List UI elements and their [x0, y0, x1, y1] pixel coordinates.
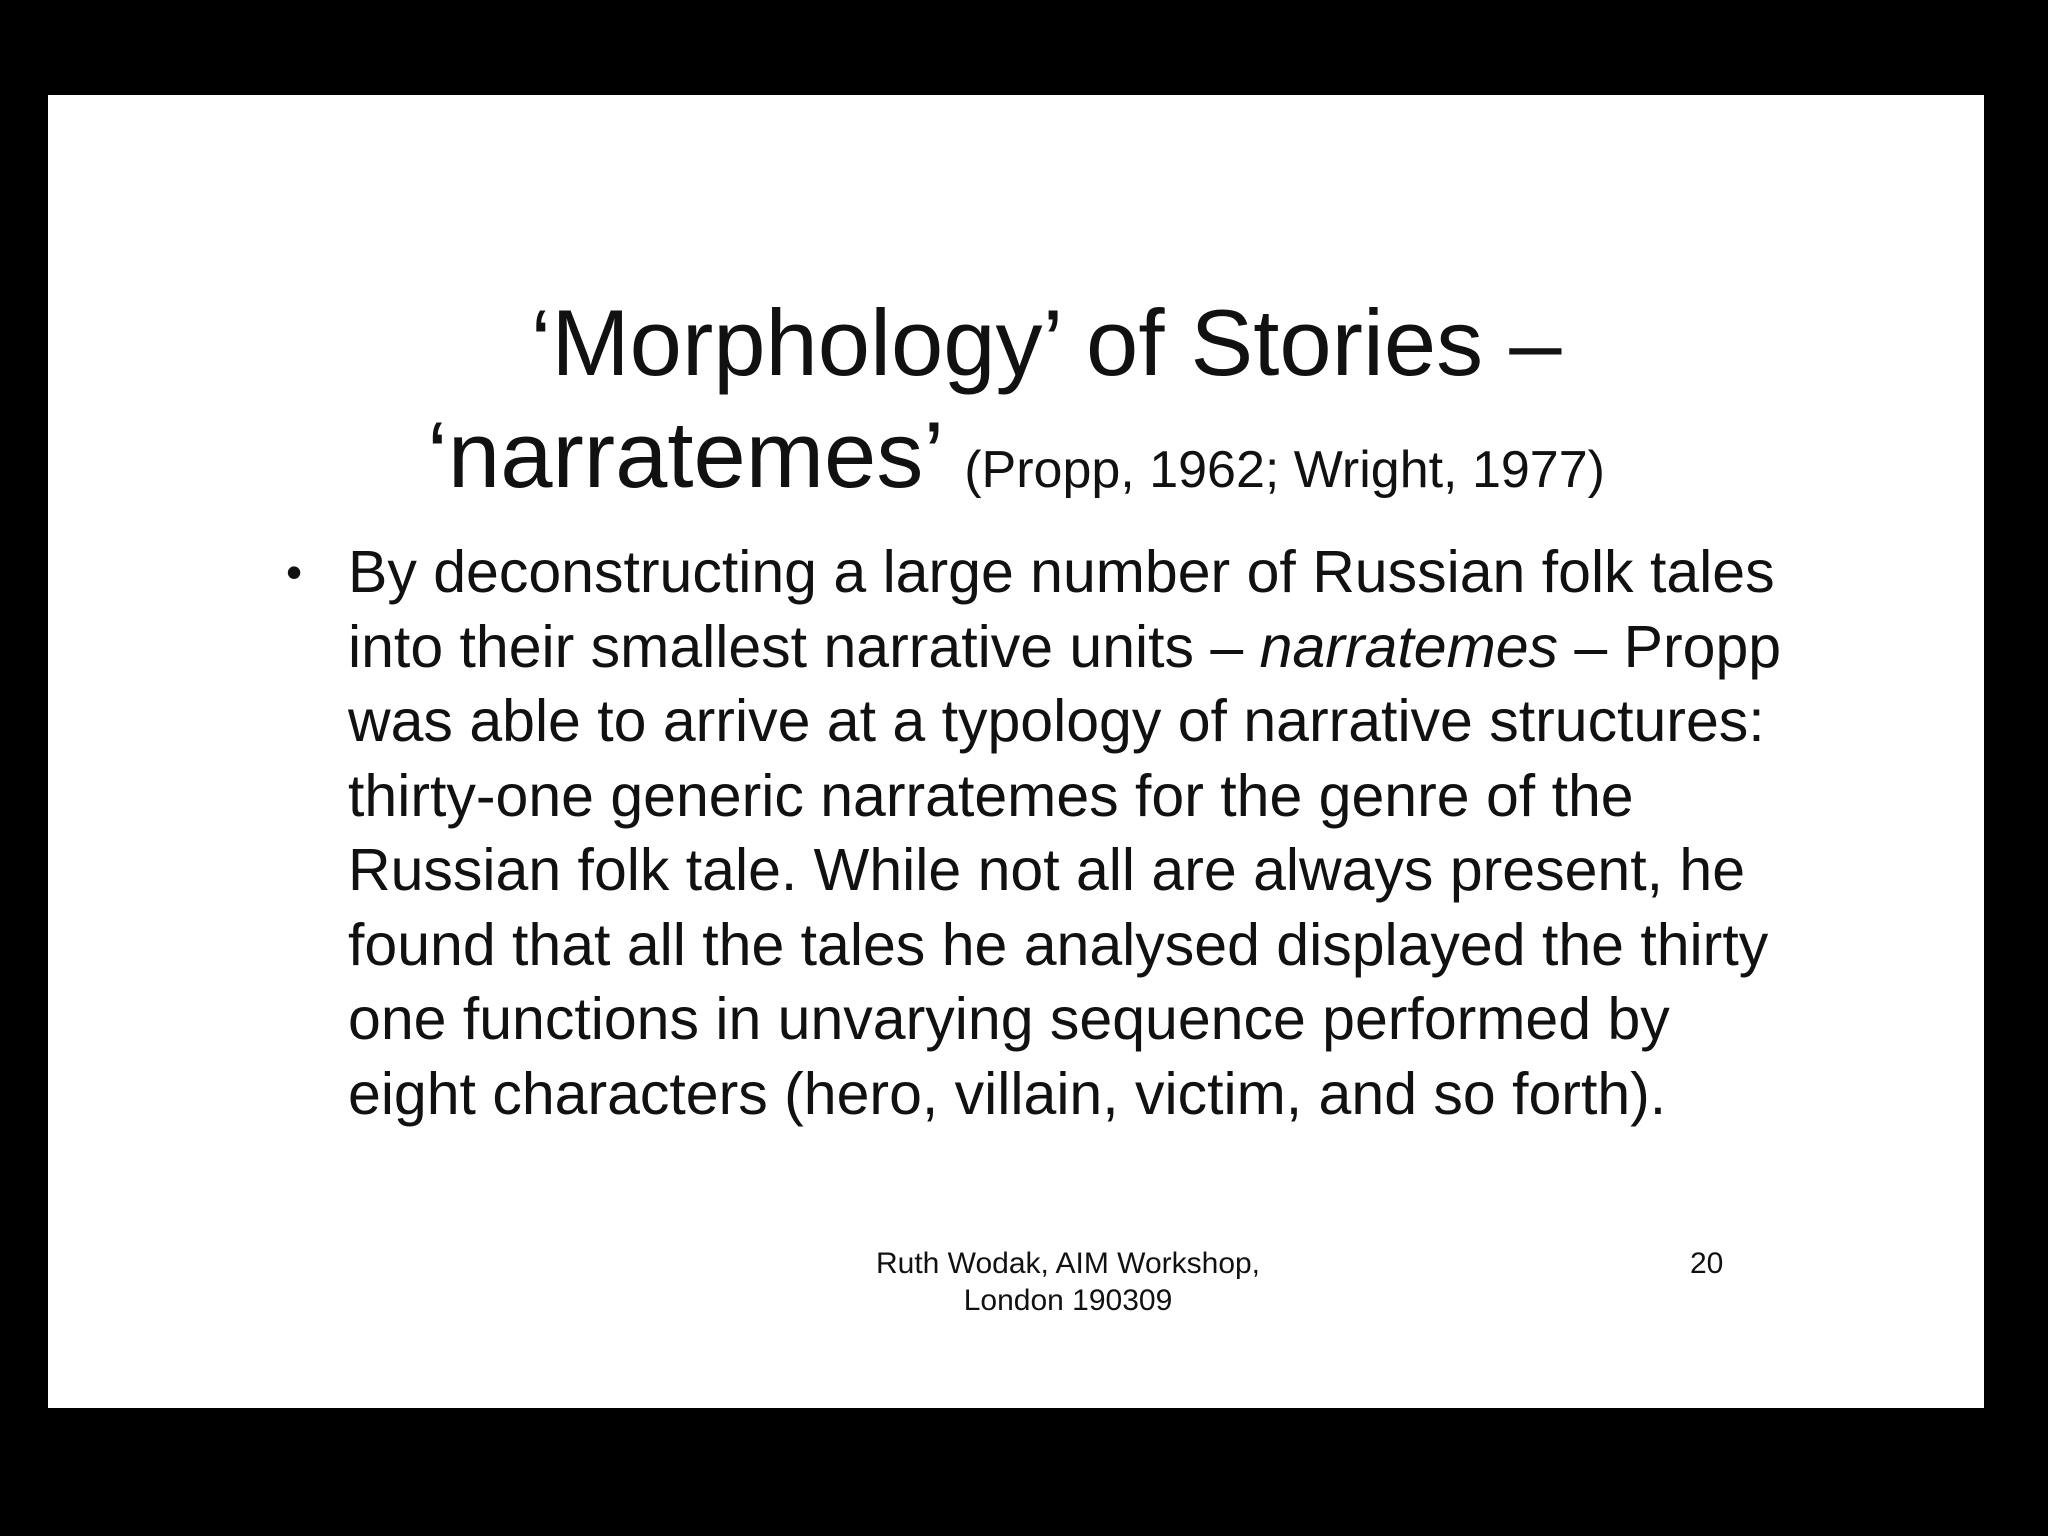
slide: [48, 95, 1984, 1408]
bullet-text-part-2: – Propp was able to arrive at a typology of narrative structures: thirty-one generic narratemes for the genre of the Russian folk tale. While not all are always present, he found that all the tales he analysed displayed the thirty one functions in unvarying sequence performed by eight characters (hero, villain, victim, and so forth).: [348, 613, 1782, 1127]
bullet-text-part-1: By deconstructing a large number of Russian folk tales into their smallest narrative units –: [348, 539, 1775, 680]
page-number: 20: [1690, 1247, 1724, 1280]
title-citation: (Propp, 1962; Wright, 1977): [964, 441, 1605, 499]
bullet-icon: •: [286, 546, 303, 598]
footer-line-1: Ruth Wodak, AIM Workshop,: [875, 1247, 1261, 1280]
bullet-item: [286, 535, 1806, 1131]
bullet-text: [348, 539, 1781, 1127]
title-line-2: [48, 399, 1984, 526]
title-line-1: ‘Morphology’ of Stories –: [530, 290, 1562, 395]
slide-title: [48, 287, 1984, 526]
slide-footer: [768, 1245, 1368, 1319]
title-term: ‘narratemes’: [427, 402, 945, 507]
bullet-italic-term: narratemes: [1259, 613, 1559, 680]
bullet-list: [286, 535, 1806, 1131]
footer-line-2: London 190309: [963, 1284, 1173, 1317]
